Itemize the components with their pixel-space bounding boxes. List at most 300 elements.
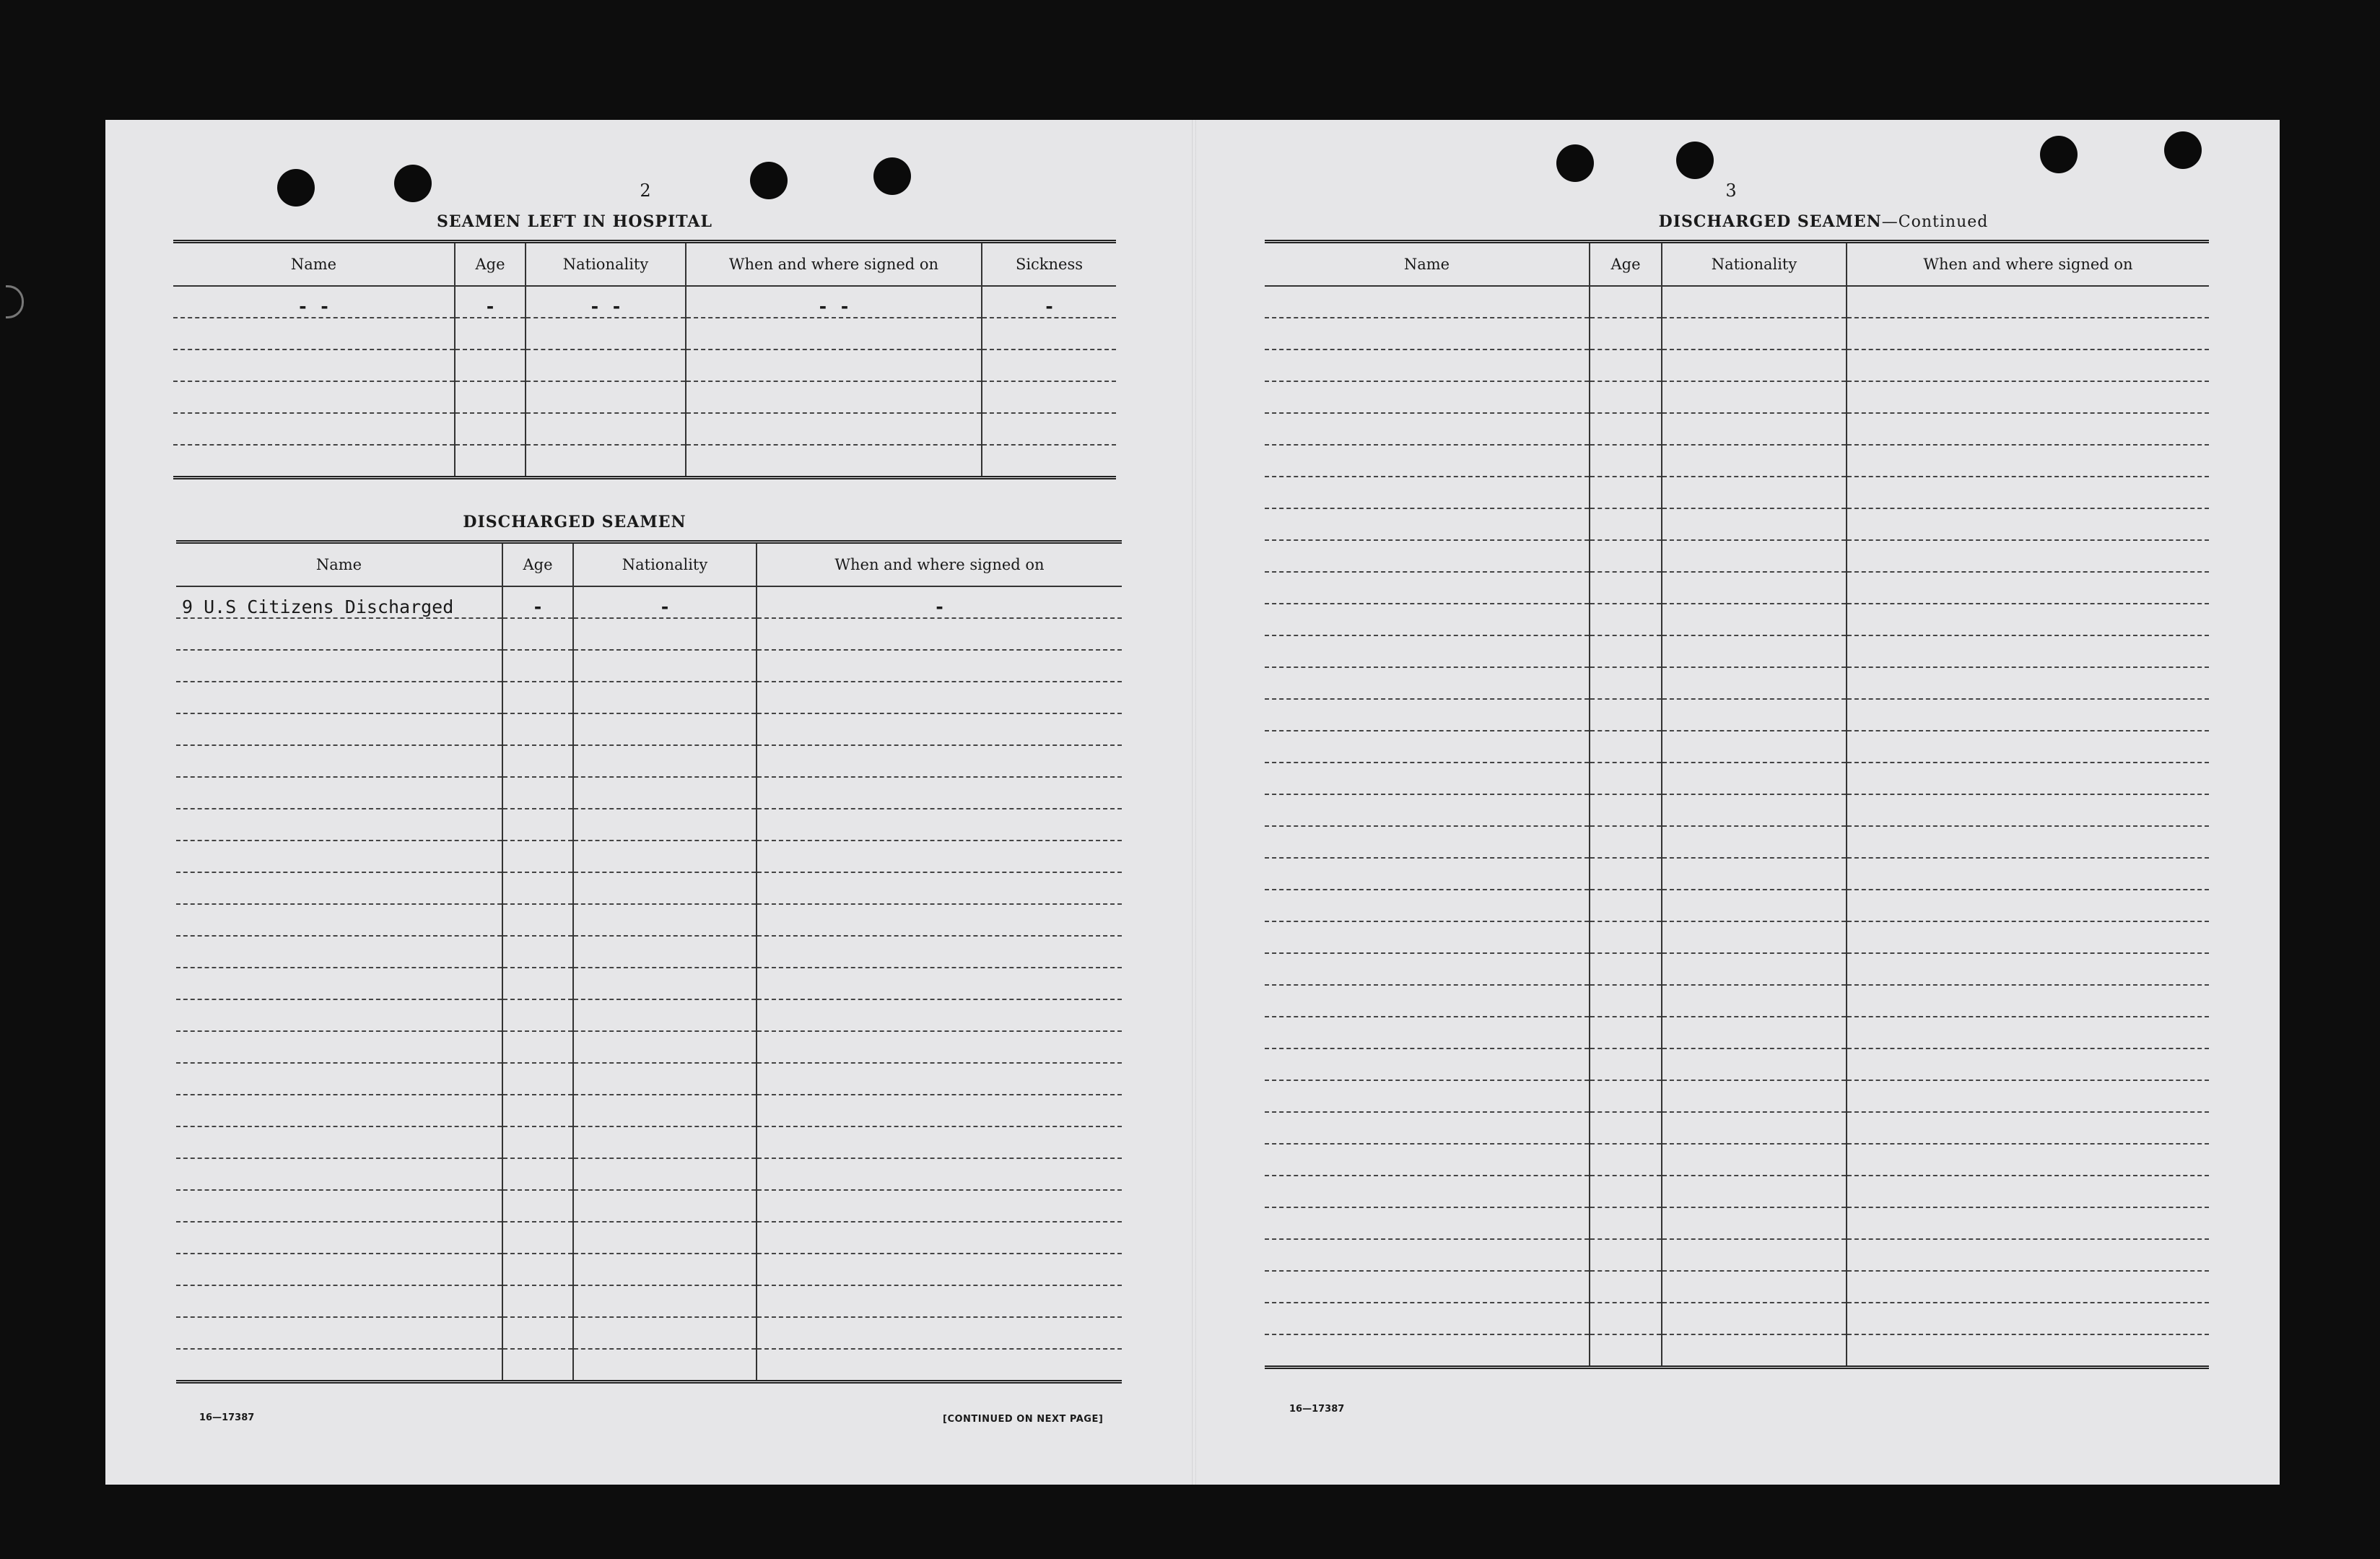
table-header-row <box>176 542 1122 587</box>
table-row <box>176 1126 1122 1158</box>
table-row <box>173 381 1116 413</box>
blank-cell <box>1265 286 1590 318</box>
blank-cell <box>173 318 455 349</box>
blank-cell <box>502 904 573 936</box>
table-row <box>1265 763 2209 794</box>
blank-cell <box>757 1254 1122 1285</box>
blank-cell <box>1590 1144 1662 1176</box>
table-row <box>176 777 1122 809</box>
punch-hole <box>277 169 315 207</box>
blank-cell <box>176 999 502 1031</box>
blank-cell <box>176 1158 502 1190</box>
blank-cell <box>176 682 502 713</box>
table-row <box>1265 1207 2209 1239</box>
blank-cell <box>173 445 455 478</box>
blank-cell <box>526 381 686 413</box>
blank-cell <box>1590 286 1662 318</box>
blank-cell <box>982 413 1116 445</box>
blank-cell <box>1662 318 1847 349</box>
cell-nationality: - - <box>526 286 686 318</box>
blank-cell <box>1265 1207 1590 1239</box>
blank-cell <box>502 1063 573 1095</box>
blank-cell <box>176 968 502 999</box>
blank-cell <box>1590 1017 1662 1048</box>
blank-cell <box>1590 318 1662 349</box>
blank-cell <box>1662 540 1847 572</box>
blank-cell <box>1590 890 1662 921</box>
blank-cell <box>1590 763 1662 794</box>
blank-cell <box>1847 858 2209 890</box>
section-title-discharged-continued <box>1520 212 2127 231</box>
column-header-sickness: Sickness <box>982 242 1116 287</box>
blank-cell <box>1265 699 1590 731</box>
blank-cell <box>573 713 757 745</box>
table-row <box>1265 1048 2209 1080</box>
blank-cell <box>1265 921 1590 953</box>
blank-cell <box>1847 318 2209 349</box>
blank-cell <box>1662 890 1847 921</box>
table-row <box>176 745 1122 777</box>
blank-cell <box>1265 858 1590 890</box>
table-row <box>176 713 1122 745</box>
column-header-nationality: Nationality <box>1662 242 1847 287</box>
blank-cell <box>1662 1303 1847 1334</box>
punch-hole <box>2040 136 2078 173</box>
blank-cell <box>1590 540 1662 572</box>
table-row <box>176 999 1122 1031</box>
binding-mark <box>6 285 24 318</box>
cell-signed-on: - <box>757 586 1122 618</box>
blank-cell <box>176 777 502 809</box>
blank-cell <box>1265 1144 1590 1176</box>
blank-cell <box>1590 445 1662 477</box>
blank-cell <box>1847 667 2209 699</box>
blank-cell <box>757 682 1122 713</box>
blank-cell <box>1265 1048 1590 1080</box>
blank-cell <box>1847 1303 2209 1334</box>
cell-age: - <box>502 586 573 618</box>
blank-cell <box>1662 1207 1847 1239</box>
cell-sickness: - <box>982 286 1116 318</box>
table-row <box>1265 731 2209 763</box>
blank-cell <box>1265 763 1590 794</box>
table-row <box>1265 826 2209 858</box>
blank-cell <box>176 1095 502 1126</box>
blank-cell <box>573 1126 757 1158</box>
blank-cell <box>502 809 573 841</box>
blank-cell <box>502 968 573 999</box>
blank-cell <box>757 968 1122 999</box>
blank-cell <box>1590 1048 1662 1080</box>
blank-cell <box>1265 1303 1590 1334</box>
blank-cell <box>757 1031 1122 1063</box>
cell-name: - - <box>173 286 455 318</box>
blank-cell <box>573 968 757 999</box>
blank-cell <box>1265 731 1590 763</box>
cell-signed-on: - - <box>686 286 982 318</box>
blank-cell <box>1662 572 1847 604</box>
table-row <box>1265 953 2209 985</box>
punch-hole <box>1556 144 1594 182</box>
blank-cell <box>176 1285 502 1317</box>
blank-cell <box>176 809 502 841</box>
blank-cell <box>1265 1112 1590 1144</box>
column-header-nationality: Nationality <box>526 242 686 287</box>
table-row <box>1265 413 2209 445</box>
blank-cell <box>573 809 757 841</box>
blank-cell <box>455 381 526 413</box>
column-header-age: Age <box>455 242 526 287</box>
table-row <box>176 682 1122 713</box>
blank-cell <box>573 841 757 872</box>
blank-cell <box>1662 508 1847 540</box>
discharged-continued-table <box>1265 240 2209 1369</box>
blank-cell <box>1847 1176 2209 1207</box>
blank-cell <box>1662 794 1847 826</box>
column-header-name: Name <box>176 542 502 587</box>
blank-cell <box>1265 826 1590 858</box>
column-header-nationality: Nationality <box>573 542 757 587</box>
table-row <box>1265 890 2209 921</box>
blank-cell <box>1662 763 1847 794</box>
blank-cell <box>686 318 982 349</box>
page-fold <box>1192 120 1196 1485</box>
blank-cell <box>757 1158 1122 1190</box>
blank-cell <box>176 1349 502 1382</box>
section-title-continued: —Continued <box>1881 213 1989 231</box>
blank-cell <box>1662 604 1847 635</box>
blank-cell <box>1847 1271 2209 1303</box>
blank-cell <box>1590 572 1662 604</box>
table-row <box>173 413 1116 445</box>
table-row <box>1265 477 2209 508</box>
blank-cell <box>757 713 1122 745</box>
blank-cell <box>1662 953 1847 985</box>
blank-cell <box>1662 826 1847 858</box>
blank-cell <box>1265 349 1590 381</box>
blank-cell <box>686 349 982 381</box>
punch-hole <box>394 165 432 202</box>
blank-cell <box>502 841 573 872</box>
blank-cell <box>176 650 502 682</box>
blank-cell <box>1847 1017 2209 1048</box>
table-row <box>1265 286 2209 318</box>
continued-note: [CONTINUED ON NEXT PAGE] <box>943 1414 1104 1425</box>
form-number: 16—17387 <box>199 1412 255 1423</box>
blank-cell <box>1847 477 2209 508</box>
blank-cell <box>1847 413 2209 445</box>
blank-cell <box>1662 1048 1847 1080</box>
blank-cell <box>573 1285 757 1317</box>
blank-cell <box>1847 572 2209 604</box>
blank-cell <box>1662 1271 1847 1303</box>
table-row <box>176 809 1122 841</box>
blank-cell <box>176 1126 502 1158</box>
blank-cell <box>573 1095 757 1126</box>
table-row <box>176 1285 1122 1317</box>
blank-cell <box>1590 604 1662 635</box>
blank-cell <box>1847 699 2209 731</box>
column-header-signed-on: When and where signed on <box>686 242 982 287</box>
table-row <box>173 445 1116 478</box>
blank-cell <box>1590 1239 1662 1271</box>
blank-cell <box>176 1031 502 1063</box>
blank-cell <box>502 1126 573 1158</box>
blank-cell <box>502 1317 573 1349</box>
table-row <box>176 841 1122 872</box>
blank-cell <box>502 872 573 904</box>
blank-cell <box>1265 1271 1590 1303</box>
blank-cell <box>455 318 526 349</box>
blank-cell <box>1590 794 1662 826</box>
blank-cell <box>176 618 502 650</box>
blank-cell <box>982 381 1116 413</box>
blank-cell <box>757 1126 1122 1158</box>
blank-cell <box>1590 667 1662 699</box>
blank-cell <box>1662 1112 1847 1144</box>
table-row <box>176 1158 1122 1190</box>
table-row <box>1265 858 2209 890</box>
blank-cell <box>1847 1144 2209 1176</box>
blank-cell <box>1847 921 2209 953</box>
blank-cell <box>1847 508 2209 540</box>
column-header-signed-on: When and where signed on <box>757 542 1122 587</box>
blank-cell <box>1590 349 1662 381</box>
blank-cell <box>573 1254 757 1285</box>
blank-cell <box>757 777 1122 809</box>
blank-cell <box>1265 381 1590 413</box>
blank-cell <box>502 1190 573 1222</box>
blank-cell <box>1590 381 1662 413</box>
blank-cell <box>1590 1303 1662 1334</box>
blank-cell <box>686 413 982 445</box>
blank-cell <box>1847 890 2209 921</box>
blank-cell <box>1662 1239 1847 1271</box>
blank-cell <box>1847 731 2209 763</box>
blank-cell <box>1847 794 2209 826</box>
blank-cell <box>502 713 573 745</box>
blank-cell <box>1265 413 1590 445</box>
blank-cell <box>982 445 1116 478</box>
punch-hole <box>873 157 911 195</box>
blank-cell <box>757 841 1122 872</box>
table-row <box>1265 667 2209 699</box>
blank-cell <box>176 872 502 904</box>
blank-cell <box>757 1349 1122 1382</box>
page-number: 3 <box>1725 181 1737 201</box>
table-row <box>1265 1144 2209 1176</box>
blank-cell <box>1590 1080 1662 1112</box>
blank-cell <box>573 682 757 713</box>
blank-cell <box>1662 349 1847 381</box>
table-row <box>1265 1334 2209 1368</box>
blank-cell <box>1662 667 1847 699</box>
table-row <box>173 349 1116 381</box>
blank-cell <box>1662 731 1847 763</box>
blank-cell <box>757 1317 1122 1349</box>
blank-cell <box>1590 1271 1662 1303</box>
blank-cell <box>1590 1176 1662 1207</box>
blank-cell <box>455 349 526 381</box>
blank-cell <box>173 413 455 445</box>
table-row <box>176 1222 1122 1254</box>
blank-cell <box>1662 1080 1847 1112</box>
blank-cell <box>573 936 757 968</box>
blank-cell <box>502 1222 573 1254</box>
blank-cell <box>502 777 573 809</box>
blank-cell <box>1847 953 2209 985</box>
blank-cell <box>455 445 526 478</box>
blank-cell <box>1265 890 1590 921</box>
blank-cell <box>757 618 1122 650</box>
blank-cell <box>173 349 455 381</box>
table-row <box>1265 794 2209 826</box>
blank-cell <box>1847 1207 2209 1239</box>
blank-cell <box>757 809 1122 841</box>
table-row <box>1265 985 2209 1017</box>
page-number: 2 <box>640 181 651 201</box>
blank-cell <box>1662 477 1847 508</box>
table-row <box>1265 1303 2209 1334</box>
section-title-discharged: DISCHARGED SEAMEN <box>463 513 686 531</box>
blank-cell <box>573 1031 757 1063</box>
blank-cell <box>1590 508 1662 540</box>
blank-cell <box>1662 985 1847 1017</box>
blank-cell <box>1847 826 2209 858</box>
column-header-name: Name <box>173 242 455 287</box>
blank-cell <box>502 999 573 1031</box>
blank-cell <box>1590 826 1662 858</box>
table-row <box>1265 1017 2209 1048</box>
column-header-age: Age <box>1590 242 1662 287</box>
table-row <box>176 1190 1122 1222</box>
blank-cell <box>1265 540 1590 572</box>
blank-cell <box>1847 349 2209 381</box>
table-row <box>176 1063 1122 1095</box>
blank-cell <box>502 1158 573 1190</box>
blank-cell <box>573 777 757 809</box>
table-row <box>1265 1271 2209 1303</box>
blank-cell <box>1590 1334 1662 1368</box>
table-row <box>1265 1239 2209 1271</box>
blank-cell <box>1662 1144 1847 1176</box>
blank-cell <box>1847 1080 2209 1112</box>
blank-cell <box>1662 1334 1847 1368</box>
blank-cell <box>1847 540 2209 572</box>
blank-cell <box>1590 1112 1662 1144</box>
table-row <box>1265 540 2209 572</box>
blank-cell <box>502 745 573 777</box>
blank-cell <box>573 872 757 904</box>
section-title-main: DISCHARGED SEAMEN <box>1658 212 1882 231</box>
table-row <box>176 936 1122 968</box>
blank-cell <box>1662 699 1847 731</box>
table-row <box>1265 572 2209 604</box>
table-row <box>176 904 1122 936</box>
form-number: 16—17387 <box>1289 1404 1345 1415</box>
blank-cell <box>1265 1176 1590 1207</box>
blank-cell <box>757 1063 1122 1095</box>
blank-cell <box>1662 858 1847 890</box>
blank-cell <box>526 349 686 381</box>
blank-cell <box>573 650 757 682</box>
blank-cell <box>1662 1017 1847 1048</box>
blank-cell <box>757 1190 1122 1222</box>
table-row <box>1265 1176 2209 1207</box>
punch-hole <box>750 162 788 199</box>
blank-cell <box>1590 921 1662 953</box>
table-row <box>1265 318 2209 349</box>
blank-cell <box>176 1317 502 1349</box>
table-row <box>1265 635 2209 667</box>
blank-cell <box>1662 921 1847 953</box>
cell-age: - <box>455 286 526 318</box>
blank-cell <box>573 1190 757 1222</box>
blank-cell <box>1590 858 1662 890</box>
blank-cell <box>686 381 982 413</box>
column-header-age: Age <box>502 542 573 587</box>
blank-cell <box>502 1095 573 1126</box>
blank-cell <box>1847 286 2209 318</box>
blank-cell <box>1265 953 1590 985</box>
blank-cell <box>1265 794 1590 826</box>
blank-cell <box>526 413 686 445</box>
blank-cell <box>1265 1080 1590 1112</box>
blank-cell <box>502 1031 573 1063</box>
blank-cell <box>502 650 573 682</box>
table-row <box>1265 699 2209 731</box>
blank-cell <box>1662 413 1847 445</box>
blank-cell <box>502 1285 573 1317</box>
blank-cell <box>1265 508 1590 540</box>
blank-cell <box>502 936 573 968</box>
blank-cell <box>1265 1017 1590 1048</box>
table-row <box>176 1254 1122 1285</box>
table-header-row <box>1265 242 2209 287</box>
blank-cell <box>1847 1048 2209 1080</box>
blank-cell <box>573 745 757 777</box>
blank-cell <box>1265 318 1590 349</box>
blank-cell <box>573 1317 757 1349</box>
blank-cell <box>1590 1207 1662 1239</box>
blank-cell <box>526 445 686 478</box>
table-row <box>176 1349 1122 1382</box>
blank-cell <box>1847 604 2209 635</box>
cell-name: 9 U.S Citizens Discharged <box>176 586 502 618</box>
blank-cell <box>176 745 502 777</box>
table-row <box>176 1095 1122 1126</box>
table-row <box>176 1317 1122 1349</box>
blank-cell <box>1662 1176 1847 1207</box>
blank-cell <box>176 713 502 745</box>
blank-cell <box>1847 1112 2209 1144</box>
blank-cell <box>1847 381 2209 413</box>
blank-cell <box>1590 635 1662 667</box>
blank-cell <box>502 682 573 713</box>
blank-cell <box>573 999 757 1031</box>
blank-cell <box>573 1063 757 1095</box>
discharged-table <box>176 540 1122 1384</box>
blank-cell <box>1847 763 2209 794</box>
blank-cell <box>1662 381 1847 413</box>
blank-cell <box>176 1063 502 1095</box>
blank-cell <box>176 1190 502 1222</box>
table-row <box>176 586 1122 618</box>
table-row <box>1265 921 2209 953</box>
blank-cell <box>1590 731 1662 763</box>
column-header-name: Name <box>1265 242 1590 287</box>
blank-cell <box>1847 1239 2209 1271</box>
